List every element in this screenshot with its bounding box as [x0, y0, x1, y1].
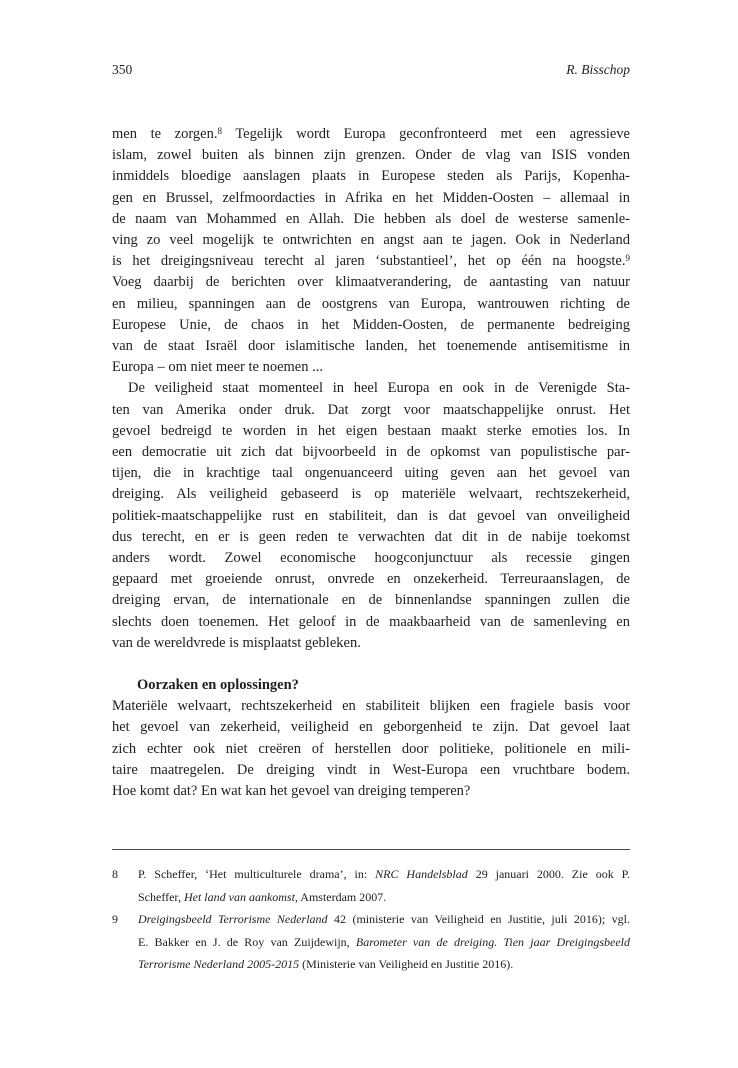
text-line: dreiging. Als veiligheid gebaseerd is op materiële welvaart, rechtszekerheid, — [112, 486, 630, 503]
page-number: 350 — [112, 62, 133, 77]
footnote-marker: 9 — [625, 252, 630, 263]
text-line: een democratie uit zich dat bijvoorbeeld in de opkomst van populistische par- — [112, 444, 630, 461]
running-head-author: R. Bisschop — [566, 62, 630, 77]
text-line: Europa – om niet meer te noemen ... — [112, 359, 323, 376]
footnote-number: 9 — [112, 912, 118, 927]
text-line: slechts doen toenemen. Het geloof in de maakbaarheid van de samenleving en — [112, 613, 630, 630]
text-line: inmiddels bloedige aanslagen plaats in Europese steden als Parijs, Kopenha- — [112, 168, 630, 185]
footnote-text — [138, 908, 630, 975]
text-line: gevoel bedreigd te worden in het eigen bestaan maakt sterke emoties los. In — [112, 422, 630, 439]
text-line: Materiële welvaart, rechtszekerheid en stabiliteit blijken een fragiele basis voor — [112, 698, 630, 715]
text-line: en milieu, spanningen aan de oostgrens van Europa, wantrouwen richting de — [112, 295, 630, 312]
footnotes-list — [112, 863, 630, 975]
footnote-marker: 8 — [217, 125, 222, 136]
text-line: tijen, die in krachtige taal ongenuanceerd uiting geven aan het gevoel van — [112, 465, 630, 482]
paragraph — [112, 124, 630, 378]
text-line: P. Scheffer, ‘Het multiculturele drama’, in: NRC Handelsblad 29 januari 2000. Zie ook P. — [138, 867, 630, 882]
section-heading: Oorzaken en oplossingen? — [137, 677, 299, 694]
text-line: gen en Brussel, zelfmoordacties in Afrika en het Midden-Oosten – allemaal in — [112, 189, 630, 206]
text-line: Voeg daarbij de berichten over klimaatverandering, de aantasting van natuur — [112, 274, 630, 291]
text-line: men te zorgen.$^8$ Tegelijk wordt Europa geconfronteerd met een agressieve — [112, 125, 630, 142]
footnote-number: 8 — [112, 867, 118, 882]
text-line: Scheffer, Het land van aankomst, Amsterdam 2007. — [138, 889, 387, 904]
text-line: van de staat Israël door islamitische landen, het toenemende antisemitisme in — [112, 338, 630, 355]
text-line: anders wordt. Zowel economische hoogconjunctuur als recessie gingen — [112, 550, 630, 567]
text-line: ving zo veel mogelijk te ontwrichten en angst aan te jagen. Ook in Nederland — [112, 232, 630, 249]
footnote-text — [138, 863, 630, 908]
text-line: ten van Amerika onder druk. Dat zorgt voor maatschappelijke onrust. Het — [112, 401, 630, 418]
text-line: is het dreigingsniveau terecht al jaren ‘substantieel’, het op één na hoogste.$^9$ — [112, 252, 630, 270]
text-line: de naam van Mohammed en Allah. Die hebben als doel de westerse samenle- — [112, 210, 630, 227]
text-line: van de wereldvrede is misplaatst gebleken. — [112, 634, 361, 651]
text-line: Europese Unie, de chaos in het Midden-Oosten, de permanente bedreiging — [112, 316, 630, 333]
text-line: Hoe komt dat? En wat kan het gevoel van dreiging temperen? — [112, 783, 471, 800]
text-line: taire maatregelen. De dreiging vindt in West-Europa een vruchtbare bodem. — [112, 761, 630, 778]
text-line: zich echter ook niet creëren of herstellen door politieke, politionele en mili- — [112, 740, 630, 757]
text-line: De veiligheid staat momenteel in heel Europa en ook in de Verenigde Sta- — [128, 380, 630, 397]
footnotes-section — [112, 849, 630, 975]
text-line: dus terecht, en er is geen reden te verwachten dat dit in de nabije toekomst — [112, 528, 630, 545]
text-line: politiek-maatschappelijke rust en stabiliteit, dan is dat gevoel van onveiligheid — [112, 507, 630, 524]
text-line: dreiging ervan, de internationale en de binnenlandse spanningen zullen die — [112, 592, 630, 609]
text-line: E. Bakker en J. de Roy van Zuijdewijn, Barometer van de dreiging. Tien jaar Dreigingsbeeld — [138, 934, 630, 949]
body-text — [112, 124, 630, 802]
footnote — [112, 908, 630, 975]
text-line: het gevoel van zekerheid, veiligheid en geborgenheid te zijn. Dat gevoel laat — [112, 719, 630, 736]
page-header — [112, 62, 630, 78]
text-line: Dreigingsbeeld Terrorisme Nederland 42 (ministerie van Veiligheid en Justitie, juli 2016); vgl. — [138, 912, 630, 927]
text-line: gepaard met groeiende onrust, onvrede en onzekerheid. Terreuraanslagen, de — [112, 571, 630, 588]
text-line: islam, zowel buiten als binnen zijn grenzen. Onder de vlag van ISIS vonden — [112, 147, 630, 164]
text-line: Terrorisme Nederland 2005-2015 (Ministerie van Veiligheid en Justitie 2016). — [138, 956, 514, 971]
footnote — [112, 863, 630, 908]
paragraph — [112, 696, 630, 802]
paragraph — [112, 378, 630, 654]
